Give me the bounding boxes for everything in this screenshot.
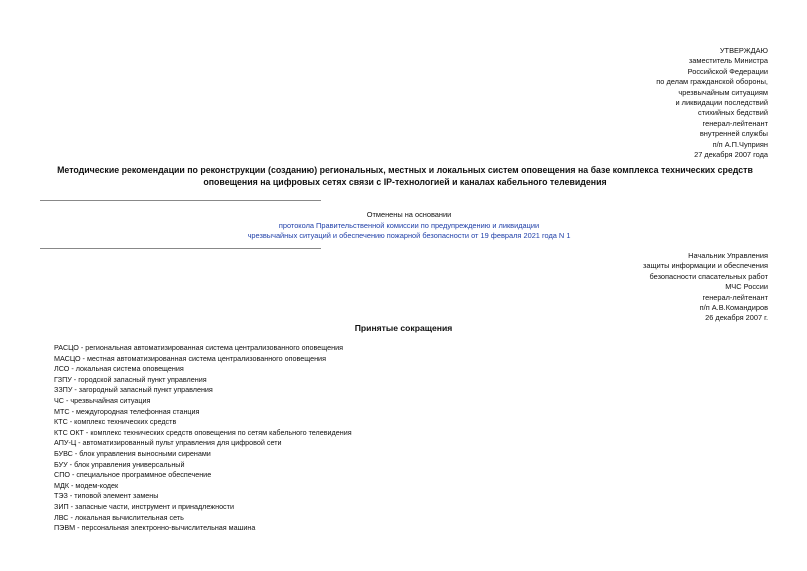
approval-line: генерал-лейтенант [702,118,768,128]
list-item: КТС - комплекс технических средств [54,417,177,427]
approval-line: и ликвидации последствий [675,98,768,108]
approval-line: 26 декабря 2007 г. [705,313,768,323]
annulment-text: Отменены на основании [366,210,452,219]
list-item: СПО - специальное программное обеспечение [54,470,212,480]
list-item: КТС ОКТ - комплекс технических средств оповещения по сетям кабельного телевидения [54,427,352,437]
divider-bottom [40,248,321,249]
approval-line: генерал-лейтенант [702,292,768,302]
list-item: ПЭВМ - персональная электронно-вычислительная машина [54,523,256,533]
list-item: МАСЦО - местная автоматизированная система централизованного оповещения [54,353,326,363]
approval-line: УТВЕРЖДАЮ [719,46,768,55]
approval-line: чрезвычайным ситуациям [678,87,768,97]
approval-line: МЧС России [725,282,768,292]
list-item: ЧС - чрезвычайная ситуация [54,395,151,405]
approval-line: по делам гражданской обороны, [656,77,768,87]
list-item: РАСЦО - региональная автоматизированная система централизованного оповещения [54,343,343,352]
annulment-link-line[interactable]: протокола Правительственной комиссии по предупреждению и ликвидации [278,220,540,230]
list-item: БУУ - блок управления универсальный [54,459,185,469]
section-heading: Принятые сокращения [354,323,453,333]
document-title [40,164,770,188]
approval-line: 27 декабря 2007 года [694,150,768,160]
annulment-notice [233,210,585,242]
list-item: ЛВС - локальная вычислительная сеть [54,512,184,522]
list-item: АПУ-Ц - автоматизированный пульт управления для цифровой сети [54,438,282,448]
divider-top [40,200,321,201]
approval-block [656,46,768,160]
list-item: ГЗПУ - городской запасный пункт управления [54,374,207,384]
approval-line: п/п А.В.Командиров [699,303,768,313]
list-item: МДК - модем-кодек [54,480,119,490]
annulment-link-line[interactable]: чрезвычайных ситуаций и обеспечению пожарной безопасности от 19 февраля 2021 года N 1 [247,231,571,240]
annulment-link[interactable] [233,221,585,242]
approval-line: безопасности спасательных работ [649,271,768,281]
second-approval-block [643,251,768,324]
list-item: ТЭЗ - типовой элемент замены [54,491,159,501]
approval-line: защиты информации и обеспечения [643,261,768,271]
abbreviation-list [54,343,352,534]
approval-line: стихийных бедствий [698,108,768,118]
list-item: ЛСО - локальная система оповещения [54,364,184,374]
approval-line: Начальник Управления [688,251,768,260]
title-line: оповещения на цифровых сетях связи с IP-технологией и каналах кабельного телевидения [203,177,607,187]
approval-line: п/п А.П.Чуприян [712,139,768,149]
list-item: БУВС - блок управления выносными сиренами [54,448,211,458]
list-item: ЗИП - запасные части, инструмент и принадлежности [54,501,234,511]
approval-line: Российской Федерации [687,66,768,76]
approval-line: внутренней службы [699,129,768,139]
list-item: МТС - междугородная телефонная станция [54,406,200,416]
title-line: Методические рекомендации по реконструкции (созданию) региональных, местных и локальных систем оповещения на базе комплекса технических средств [57,165,753,175]
approval-line: заместитель Министра [688,56,768,66]
list-item: ЗЗПУ - загородный запасный пункт управления [54,385,213,395]
